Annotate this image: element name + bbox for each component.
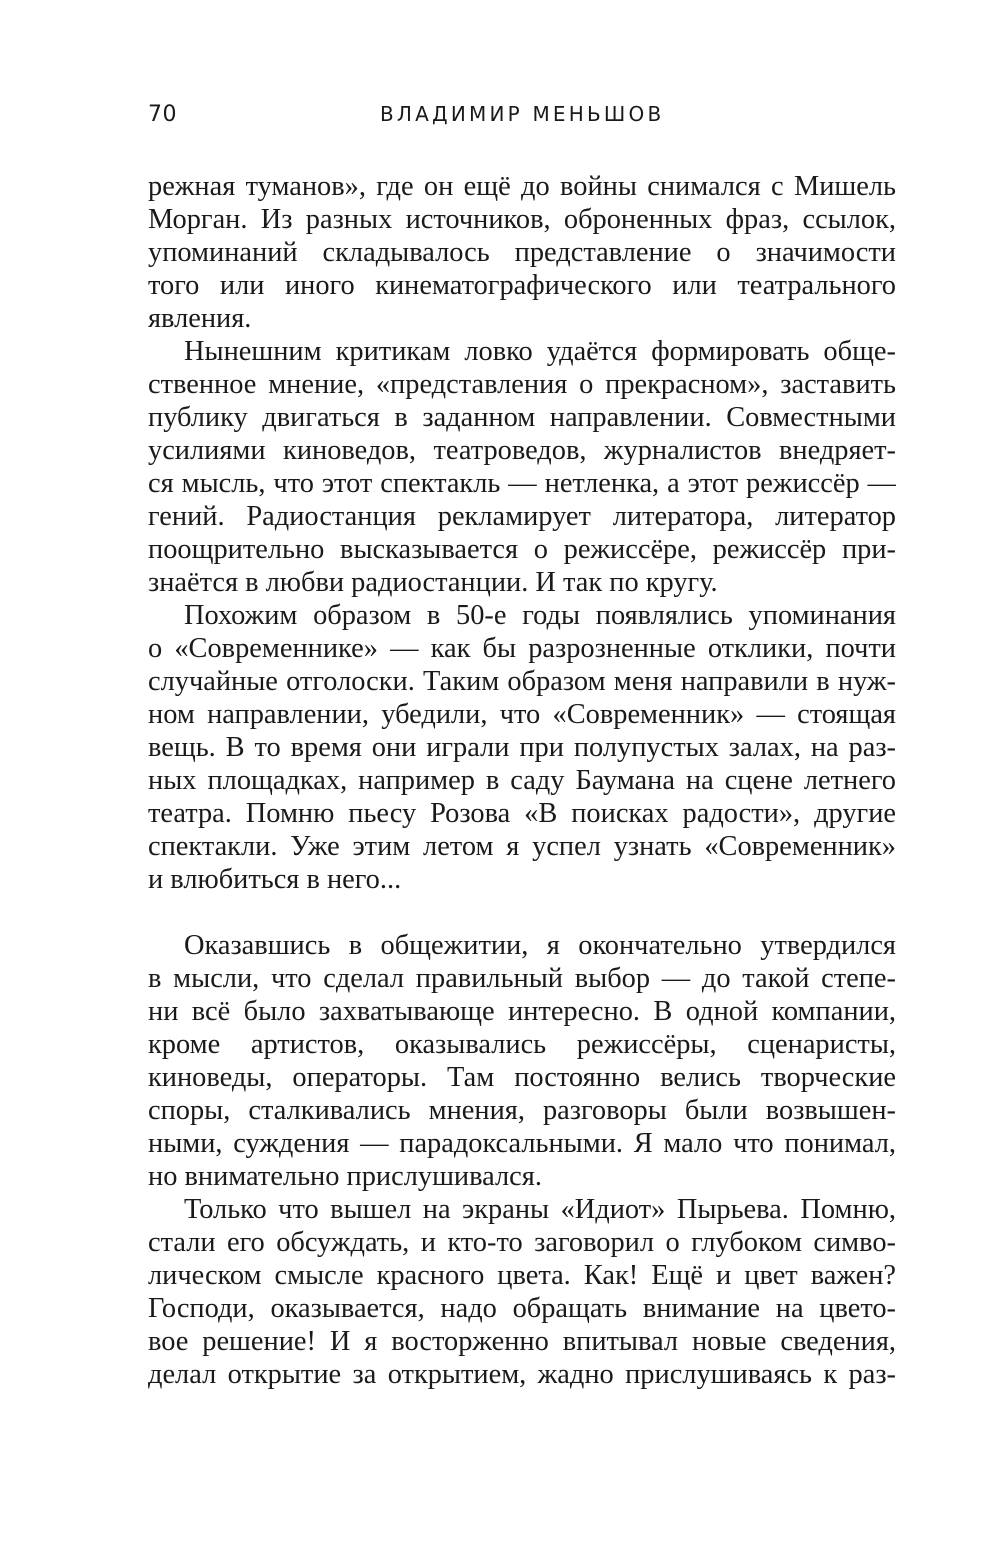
text-line: ни всё было захватывающе интересно. В одной компании,: [148, 996, 896, 1027]
body-text: [148, 170, 896, 1391]
text-line: гений. Радиостанция рекламирует литератора, литератор: [148, 501, 896, 532]
text-line: поощрительно высказывается о режиссёре, режиссёр при-: [148, 534, 896, 565]
text-line: но внимательно прислушивался.: [148, 1161, 542, 1192]
text-line: вещь. В то время они играли при полупустых залах, на раз-: [148, 732, 896, 763]
text-line: упоминаний складывалось представление о значимости: [148, 237, 896, 268]
text-line: о «Современнике» — как бы разрозненные отклики, почти: [148, 633, 896, 664]
text-line: публику двигаться в заданном направлении. Совместными: [148, 402, 896, 433]
text-line: и влюбиться в него...: [148, 864, 402, 895]
running-head: [148, 100, 896, 140]
text-line: явления.: [148, 303, 252, 334]
text-line: Господи, оказывается, надо обращать внимание на цвето-: [148, 1293, 896, 1324]
text-line: стали его обсуждать, и кто-то заговорил о глубоком симво-: [148, 1227, 896, 1258]
text-line: Похожим образом в 50-е годы появлялись упоминания: [184, 600, 896, 631]
text-line: ственное мнение, «представления о прекрасном», заставить: [148, 369, 896, 400]
text-line: делал открытие за открытием, жадно прислушиваясь к раз-: [148, 1359, 896, 1390]
text-line: ными, суждения — парадоксальными. Я мало что понимал,: [148, 1128, 896, 1159]
text-line: Нынешним критикам ловко удаётся формировать обще-: [184, 336, 896, 367]
text-line: театра. Помню пьесу Розова «В поисках радости», другие: [148, 798, 896, 829]
running-head-author: ВЛАДИМИР МЕНЬШОВ: [380, 102, 665, 126]
text-line: лическом смысле красного цвета. Как! Ещё и цвет важен?: [148, 1260, 896, 1291]
text-line: киноведы, операторы. Там постоянно велись творческие: [148, 1062, 896, 1093]
text-line: вое решение! И я восторженно впитывал новые сведения,: [148, 1326, 896, 1357]
paragraph: [148, 599, 896, 896]
page-number: 70: [148, 102, 177, 127]
text-line: усилиями киноведов, театроведов, журналистов внедряет-: [148, 435, 896, 466]
text-line: кроме артистов, оказывались режиссёры, сценаристы,: [148, 1029, 896, 1060]
section-break: [148, 896, 896, 929]
text-line: знаётся в любви радиостанции. И так по кругу.: [148, 567, 718, 598]
text-line: ном направлении, убедили, что «Современник» — стоящая: [148, 699, 896, 730]
text-line: того или иного кинематографического или театрального: [148, 270, 896, 301]
text-line: случайные отголоски. Таким образом меня направили в нуж-: [148, 666, 896, 697]
text-line: Морган. Из разных источников, оброненных фраз, ссылок,: [148, 204, 896, 235]
paragraph: [148, 929, 896, 1193]
text-line: режная туманов», где он ещё до войны снимался с Мишель: [148, 171, 896, 202]
paragraph: [148, 335, 896, 599]
paragraph: [148, 170, 896, 335]
text-line: споры, сталкивались мнения, разговоры были возвышен-: [148, 1095, 896, 1126]
text-line: ных площадках, например в саду Баумана на сцене летнего: [148, 765, 896, 796]
text-line: в мысли, что сделал правильный выбор — до такой степе-: [148, 963, 896, 994]
text-line: спектакли. Уже этим летом я успел узнать «Современник»: [148, 831, 896, 862]
text-line: ся мысль, что этот спектакль — нетленка, а этот режиссёр —: [148, 468, 896, 499]
text-line: Только что вышел на экраны «Идиот» Пырьева. Помню,: [184, 1194, 896, 1225]
text-line: Оказавшись в общежитии, я окончательно утвердился: [184, 930, 896, 961]
paragraph: [148, 1193, 896, 1391]
